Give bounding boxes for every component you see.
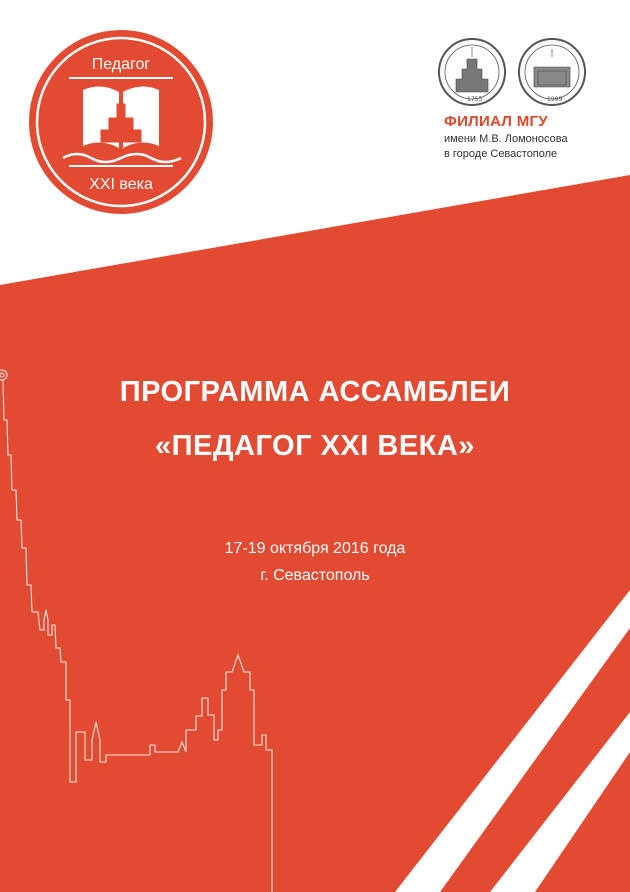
- program-title-line2: «ПЕДАГОГ XXI ВЕКА»: [155, 430, 475, 462]
- msu-seal-right-icon: [519, 39, 585, 105]
- pedagog-logo: [29, 30, 213, 214]
- logo-bottom-text: XXI века: [89, 176, 153, 193]
- program-title-line1: ПРОГРАММА АССАМБЛЕИ: [119, 376, 511, 408]
- branch-subtitle-line1: имени М.В. Ломоносова: [444, 133, 568, 145]
- logo-top-text: Педагог: [91, 56, 151, 73]
- event-dates: 17-19 октября 2016 года: [224, 540, 406, 557]
- msu-seal-left-icon: [439, 39, 505, 105]
- event-city: г. Севастополь: [260, 567, 370, 584]
- seal-right-year: 1999: [547, 96, 563, 103]
- branch-name: ФИЛИАЛ МГУ: [444, 113, 548, 130]
- red-diagonal-band: [0, 175, 630, 892]
- msu-seals: [438, 37, 586, 107]
- seal-left-year: 1755: [467, 96, 483, 103]
- branch-subtitle-line2: в городе Севастополе: [444, 148, 558, 160]
